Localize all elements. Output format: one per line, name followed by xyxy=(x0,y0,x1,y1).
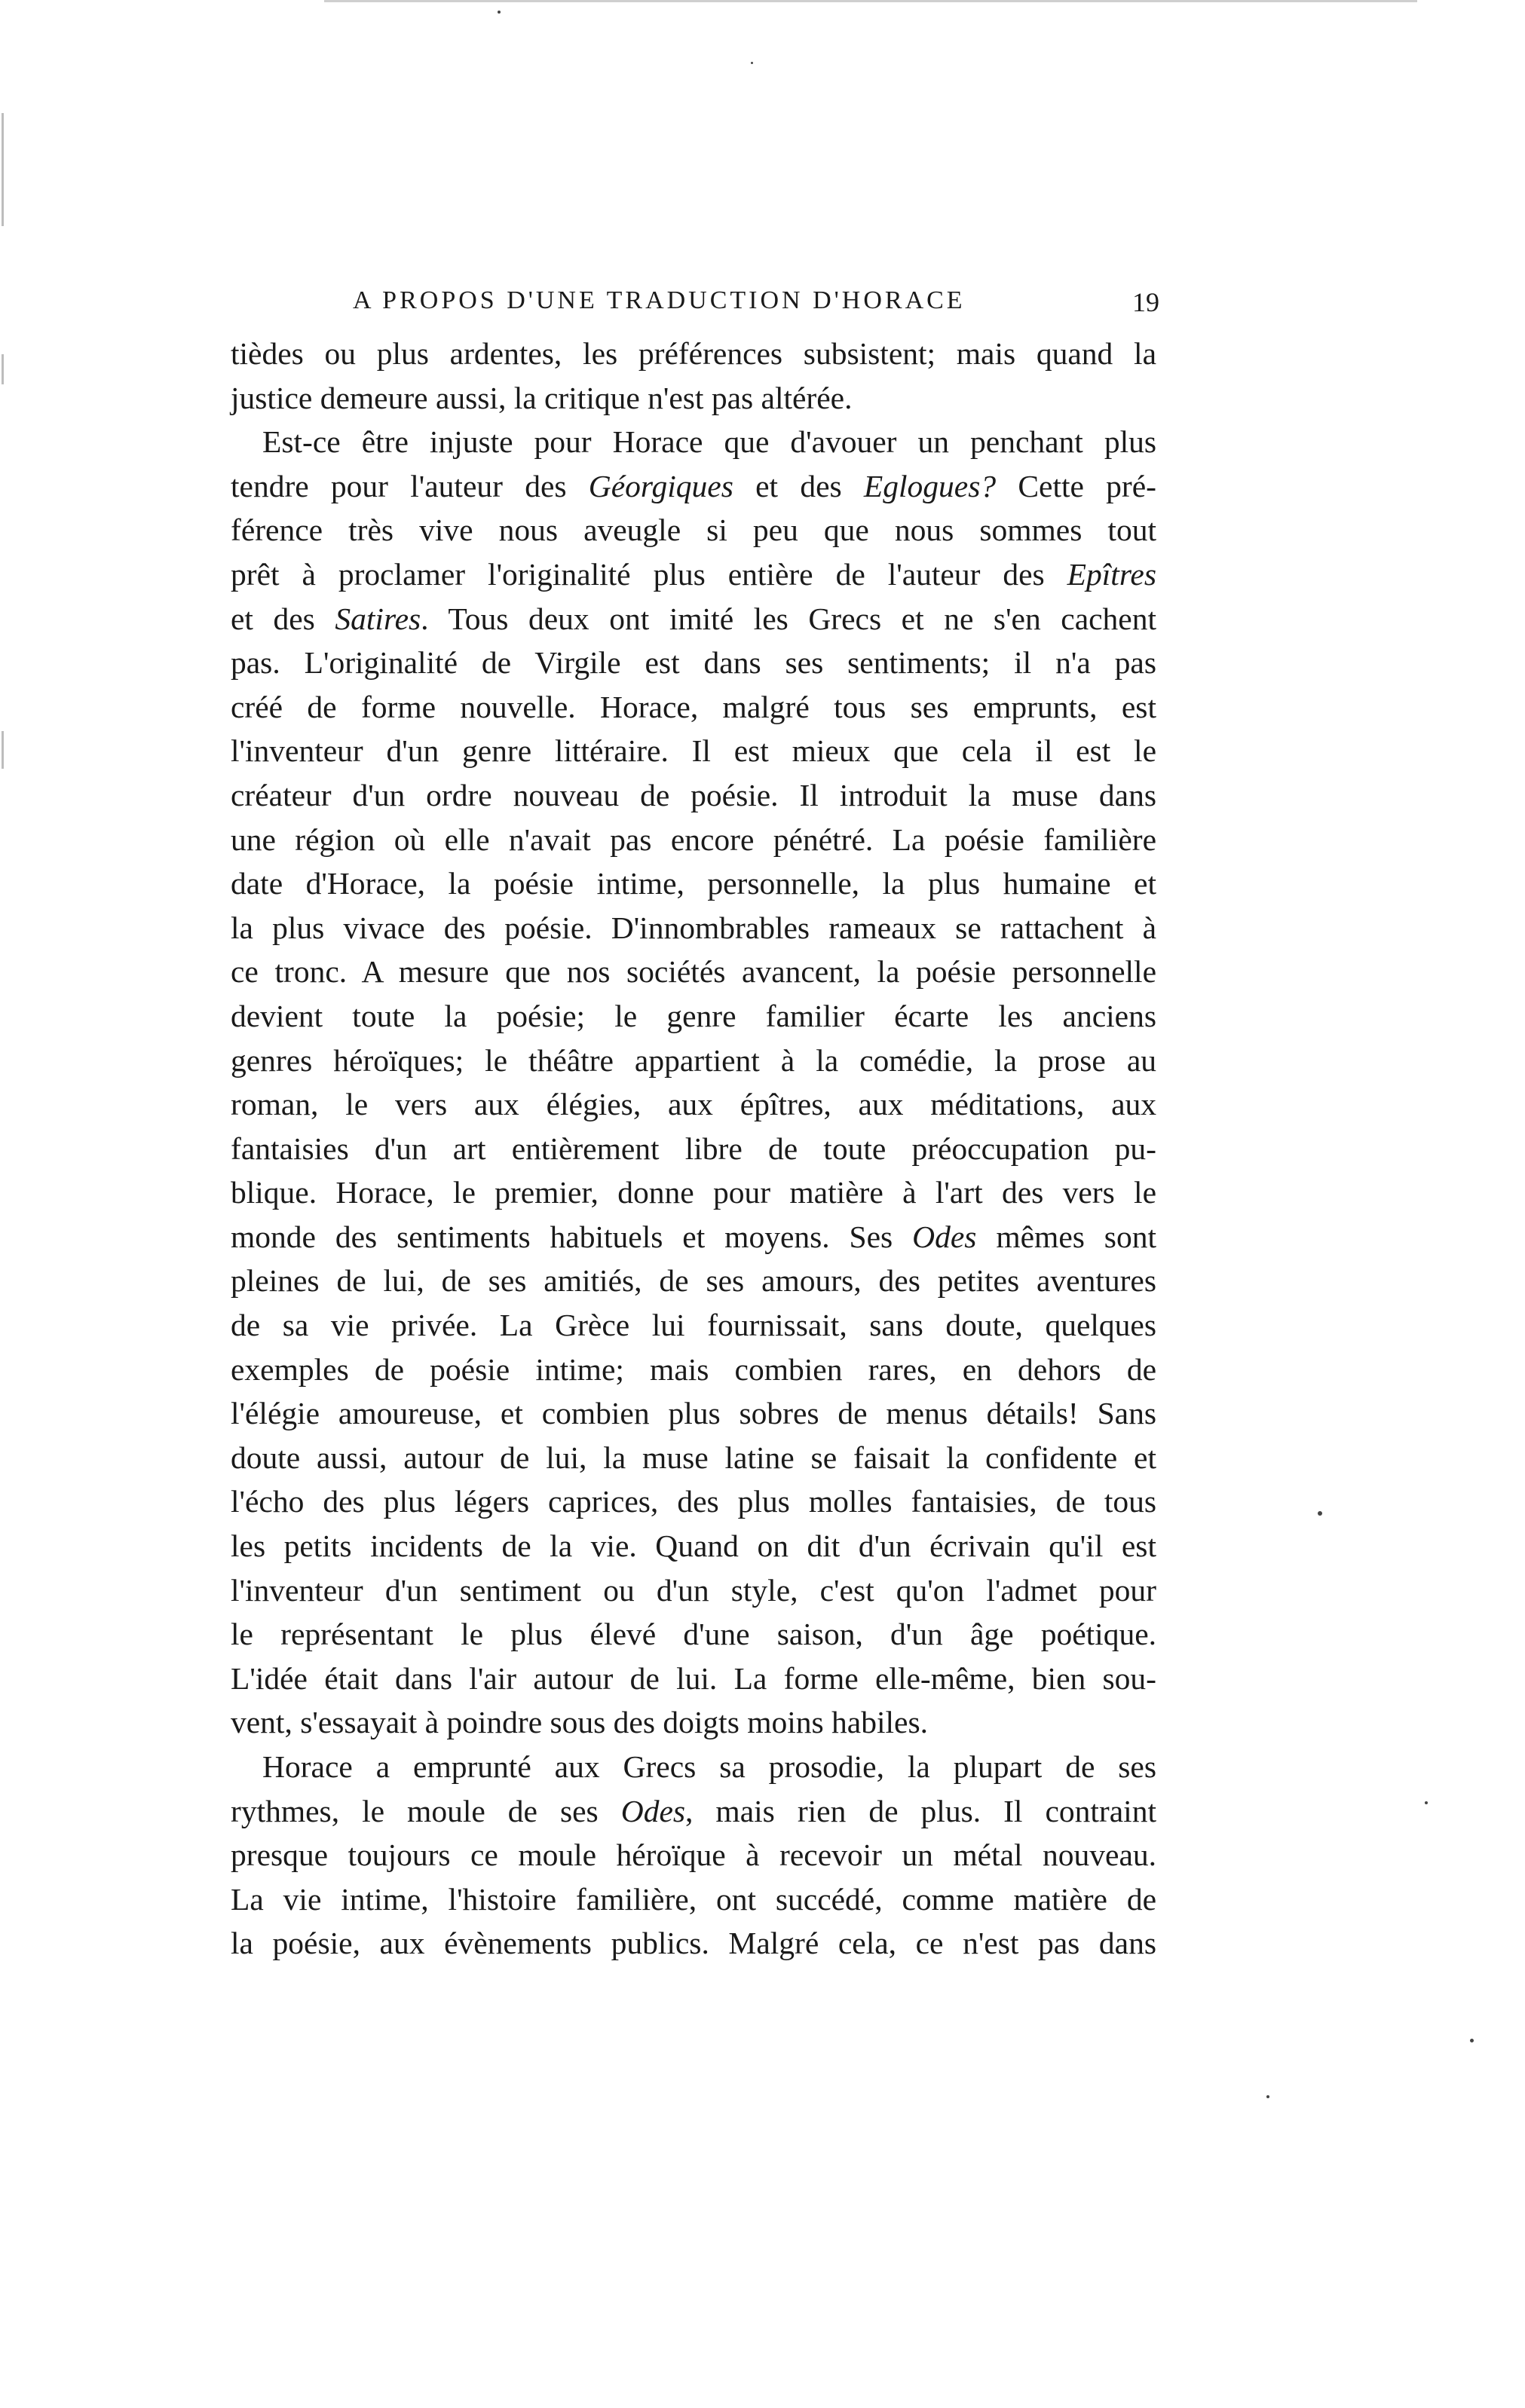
scan-speck xyxy=(1425,1801,1428,1804)
text-run: Horace a emprunté aux Grecs sa prosodie, la plupart de ses xyxy=(262,1749,1156,1784)
text-run: la plus vivace des poésie. D'innombrables rameaux se rattachent à xyxy=(231,910,1156,945)
text-line xyxy=(231,376,1156,421)
text-run: créateur d'un ordre nouveau de poésie. Il introduit la muse dans xyxy=(231,777,1156,812)
text-run: le représentant le plus élevé d'une saison, d'un âge poétique. xyxy=(231,1617,1156,1652)
text-line xyxy=(231,464,1156,509)
text-run: l'écho des plus légers caprices, des plus molles fantaisies, de tous xyxy=(231,1484,1156,1519)
text-run: et des xyxy=(231,601,335,636)
scan-edge-mark xyxy=(2,731,4,769)
text-line xyxy=(231,685,1156,730)
text-run: date d'Horace, la poésie intime, personnelle, la plus humaine et xyxy=(231,866,1156,901)
text-line xyxy=(231,641,1156,685)
text-line xyxy=(231,861,1156,906)
title-epitres: Epîtres xyxy=(1067,556,1156,592)
text-run: exemples de poésie intime; mais combien rares, en dehors de xyxy=(231,1351,1156,1387)
text-run: vent, s'essayait à poindre sous des doigts moins habiles. xyxy=(231,1705,928,1740)
text-run: blique. Horace, le premier, donne pour matière à l'art des vers le xyxy=(231,1175,1156,1210)
text-run: La vie intime, l'histoire familière, ont succédé, comme matière de xyxy=(231,1881,1156,1917)
text-run: , mais rien de plus. Il contraint xyxy=(685,1793,1156,1828)
text-line xyxy=(231,1170,1156,1215)
title-georgiques: Géorgiques xyxy=(588,468,733,503)
text-run: l'inventeur d'un sentiment ou d'un style, c'est qu'on l'admet pour xyxy=(231,1572,1156,1608)
text-run: justice demeure aussi, la critique n'est pas altérée. xyxy=(231,380,853,415)
text-line xyxy=(231,1215,1156,1259)
text-line xyxy=(231,1436,1156,1480)
text-run: la poésie, aux évènements publics. Malgré cela, ce n'est pas dans xyxy=(231,1926,1156,1961)
text-run: les petits incidents de la vie. Quand on dit d'un écrivain qu'il est xyxy=(231,1528,1156,1564)
page-header xyxy=(353,286,1159,332)
text-line xyxy=(231,1259,1156,1303)
text-line xyxy=(231,729,1156,773)
scan-speck xyxy=(1266,2095,1269,2098)
scan-speck xyxy=(498,11,501,14)
text-run: Cette pré- xyxy=(996,468,1156,503)
text-line xyxy=(231,552,1156,597)
scan-speck xyxy=(1318,1511,1322,1516)
text-line xyxy=(231,420,1156,464)
text-run: prêt à proclamer l'originalité plus entière de l'auteur des xyxy=(231,556,1067,592)
text-run: monde des sentiments habituels et moyens. Ses xyxy=(231,1219,913,1254)
text-run: tièdes ou plus ardentes, les préférences subsistent; mais quand la xyxy=(231,336,1156,371)
text-line xyxy=(231,1082,1156,1127)
scan-top-rule xyxy=(324,0,1417,2)
text-line xyxy=(231,508,1156,552)
scan-edge-mark xyxy=(2,113,4,226)
scan-speck xyxy=(1470,2039,1474,2042)
text-line xyxy=(231,773,1156,818)
text-run: mêmes sont xyxy=(976,1219,1156,1254)
text-line xyxy=(231,1833,1156,1877)
text-run: genres héroïques; le théâtre appartient à la comédie, la prose au xyxy=(231,1042,1156,1078)
title-odes: Odes xyxy=(912,1219,977,1254)
text-line xyxy=(231,1039,1156,1083)
text-line xyxy=(231,1303,1156,1348)
text-line xyxy=(231,1921,1156,1966)
text-line xyxy=(231,1877,1156,1922)
text-run: roman, le vers aux élégies, aux épîtres, aux méditations, aux xyxy=(231,1087,1156,1122)
text-run: rythmes, le moule de ses xyxy=(231,1793,621,1828)
text-line xyxy=(231,950,1156,994)
text-run: Est-ce être injuste pour Horace que d'avouer un penchant plus xyxy=(262,424,1156,460)
text-run: presque toujours ce moule héroïque à recevoir un métal nouveau. xyxy=(231,1837,1156,1873)
text-line xyxy=(231,1127,1156,1171)
running-head: A PROPOS D'UNE TRADUCTION D'HORACE xyxy=(353,286,966,314)
title-odes: Odes xyxy=(620,1793,686,1828)
text-run: . Tous deux ont imité les Grecs et ne s'en cachent xyxy=(421,601,1156,636)
text-run: pas. L'originalité de Virgile est dans ses sentiments; il n'a pas xyxy=(231,645,1156,681)
text-line xyxy=(231,906,1156,950)
text-run: et des xyxy=(733,468,864,503)
text-run: pleines de lui, de ses amitiés, de ses amours, des petites aventures xyxy=(231,1263,1156,1299)
text-line xyxy=(231,818,1156,862)
text-line xyxy=(231,1789,1156,1834)
text-line xyxy=(231,1745,1156,1789)
text-run: l'inventeur d'un genre littéraire. Il est mieux que cela il est le xyxy=(231,733,1156,769)
text-line xyxy=(231,1348,1156,1392)
text-line xyxy=(231,597,1156,641)
text-run: ce tronc. A mesure que nos sociétés avancent, la poésie personnelle xyxy=(231,954,1156,990)
text-line xyxy=(231,1700,1156,1745)
scan-speck xyxy=(751,62,753,64)
text-run: une région où elle n'avait pas encore pénétré. La poésie familière xyxy=(231,822,1156,857)
text-run: devient toute la poésie; le genre familier écarte les anciens xyxy=(231,998,1156,1033)
text-line xyxy=(231,1391,1156,1436)
text-run: fantaisies d'un art entièrement libre de toute préoccupation pu- xyxy=(231,1131,1156,1166)
text-run: créé de forme nouvelle. Horace, malgré tous ses emprunts, est xyxy=(231,689,1156,724)
text-line xyxy=(231,1568,1156,1613)
text-run: doute aussi, autour de lui, la muse latine se faisait la confidente et xyxy=(231,1440,1156,1475)
text-line xyxy=(231,1524,1156,1568)
text-run: férence très vive nous aveugle si peu que nous sommes tout xyxy=(231,513,1156,548)
title-eglogues: Eglogues? xyxy=(863,468,997,503)
scan-edge-mark xyxy=(2,354,4,384)
page-number: 19 xyxy=(1132,287,1159,317)
text-line xyxy=(231,1657,1156,1701)
text-line xyxy=(231,1479,1156,1524)
text-line xyxy=(231,1612,1156,1657)
text-line xyxy=(231,994,1156,1039)
title-satires: Satires xyxy=(335,601,421,636)
body-text xyxy=(231,332,1156,1966)
text-run: L'idée était dans l'air autour de lui. La forme elle-même, bien sou- xyxy=(231,1660,1156,1696)
text-run: de sa vie privée. La Grèce lui fournissait, sans doute, quelques xyxy=(231,1308,1156,1343)
text-run: l'élégie amoureuse, et combien plus sobres de menus détails! Sans xyxy=(231,1396,1156,1431)
text-line xyxy=(231,332,1156,376)
text-run: tendre pour l'auteur des xyxy=(231,468,589,503)
